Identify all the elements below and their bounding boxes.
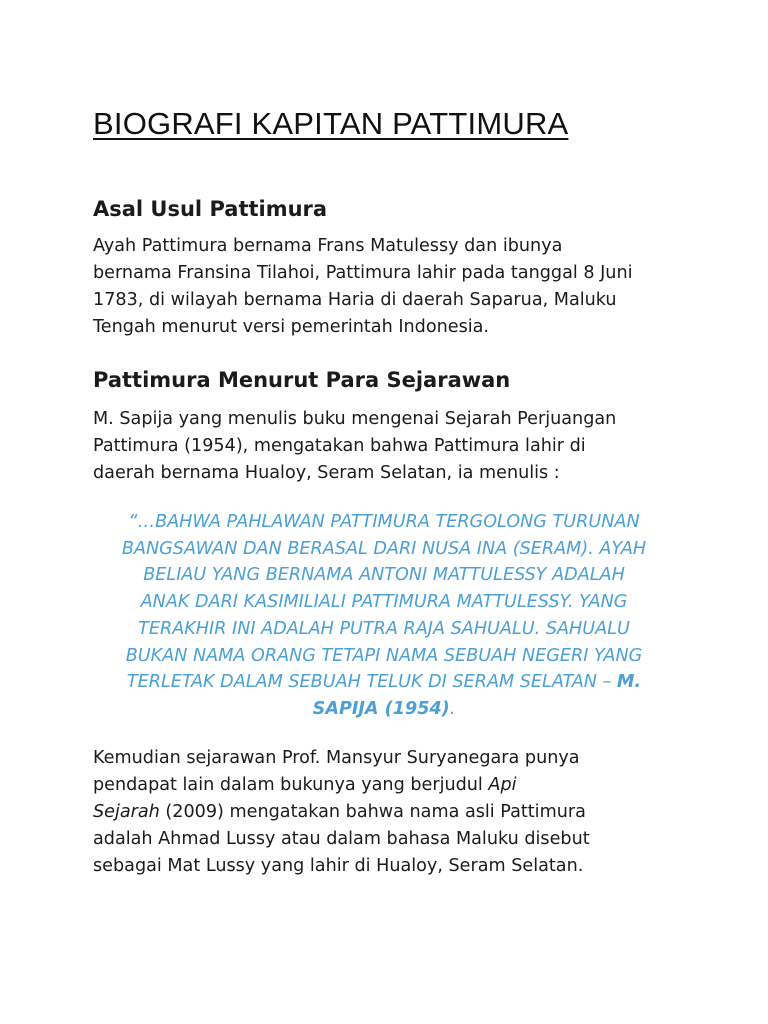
paragraph-text: (2009) mengatakan bahwa nama asli Pattimura (159, 802, 586, 822)
quote-line (92, 669, 676, 696)
paragraph-line: Pattimura (1954), mengatakan bahwa Pattimura lahir di (93, 436, 586, 456)
quote-line (92, 696, 676, 723)
quote-period: . (449, 698, 456, 719)
paragraph-line: sebagai Mat Lussy yang lahir di Hualoy, Seram Selatan. (93, 856, 584, 876)
paragraph-line: adalah Ahmad Lussy atau dalam bahasa Maluku disebut (93, 829, 590, 849)
quote-line: ANAK DARI KASIMILIALI PATTIMURA MATTULESSY. YANG (140, 592, 628, 613)
quote-line: BUKAN NAMA ORANG TETAPI NAMA SEBUAH NEGERI YANG (125, 645, 643, 666)
quote-line: TERAKHIR INI ADALAH PUTRA RAJA SAHUALU. SAHUALU (138, 618, 630, 639)
paragraph-text: pendapat lain dalam bukunya yang berjudul (93, 775, 489, 795)
paragraph-line: 1783, di wilayah bernama Haria di daerah Saparua, Maluku (93, 290, 617, 310)
paragraph-line: Ayah Pattimura bernama Frans Matulessy dan ibunya (93, 236, 563, 256)
blockquote-sapija (92, 509, 676, 723)
section-heading-asal-usul: Asal Usul Pattimura (93, 197, 328, 221)
paragraph-suryanegara (93, 745, 683, 880)
paragraph-sapija (93, 406, 683, 487)
quote-author-source: SAPIJA (1954) (312, 698, 450, 719)
paragraph-line: Kemudian sejarawan Prof. Mansyur Suryanegara punya (93, 748, 580, 768)
quote-author: M. (616, 672, 642, 693)
quote-line: “…BAHWA PAHLAWAN PATTIMURA TERGOLONG TURUNAN (128, 512, 640, 532)
document-title: BIOGRAFI KAPITAN PATTIMURA (93, 106, 569, 141)
paragraph-line: Tengah menurut versi pemerintah Indonesia. (93, 317, 490, 337)
book-title-part: Sejarah (93, 802, 160, 822)
paragraph-line: daerah bernama Hualoy, Seram Selatan, ia menulis : (93, 463, 560, 483)
paragraph-line: M. Sapija yang menulis buku mengenai Sejarah Perjuangan (93, 409, 617, 429)
book-title-part: Api (488, 775, 517, 795)
paragraph-line: bernama Fransina Tilahoi, Pattimura lahir pada tanggal 8 Juni (93, 263, 633, 283)
quote-line: BANGSAWAN DAN BERASAL DARI NUSA INA (SERAM). AYAH (121, 538, 647, 559)
paragraph-line (93, 772, 683, 799)
quote-text: TERLETAK DALAM SEBUAH TELUK DI SERAM SELATAN – (126, 672, 617, 693)
paragraph-line (93, 799, 683, 826)
section-heading-sejarawan: Pattimura Menurut Para Sejarawan (93, 368, 511, 392)
quote-line: BELIAU YANG BERNAMA ANTONI MATTULESSY ADALAH (143, 565, 625, 586)
paragraph-asal-usul (93, 233, 683, 341)
